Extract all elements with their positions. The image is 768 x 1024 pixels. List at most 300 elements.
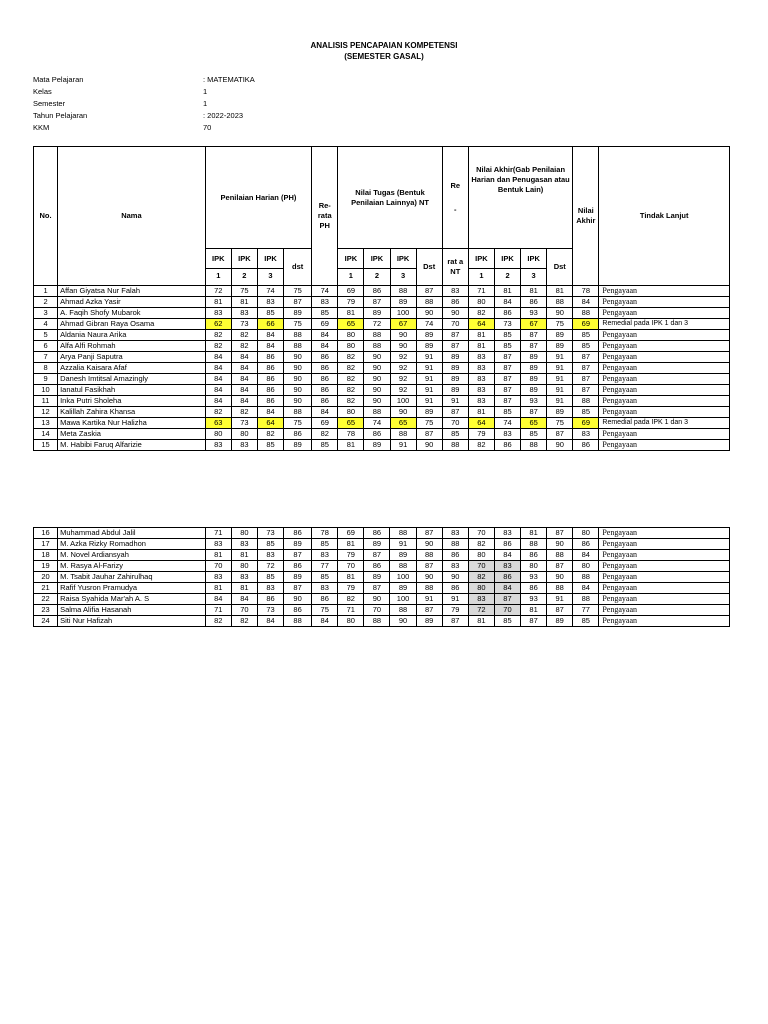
row-score: 89 (364, 440, 390, 451)
row-score: 90 (416, 539, 442, 550)
row-score: 64 (257, 418, 283, 429)
row-score: 81 (468, 616, 494, 627)
row-score: 91 (547, 396, 573, 407)
row-score: 81 (468, 407, 494, 418)
row-score: 78 (573, 286, 599, 297)
row-score: 100 (390, 594, 416, 605)
row-no: 19 (34, 561, 58, 572)
row-score: 88 (364, 341, 390, 352)
row-score: 72 (468, 605, 494, 616)
row-score: 81 (521, 605, 547, 616)
row-score: 83 (468, 385, 494, 396)
header-ph-dst: dst (284, 249, 312, 286)
row-score: 83 (468, 594, 494, 605)
row-score: 86 (284, 561, 312, 572)
row-score: 88 (364, 616, 390, 627)
row-score: 89 (416, 407, 442, 418)
row-score: 85 (312, 308, 338, 319)
row-score: 92 (390, 385, 416, 396)
row-score: 82 (338, 363, 364, 374)
row-score: 69 (338, 286, 364, 297)
row-score: 90 (284, 594, 312, 605)
row-score: 90 (547, 572, 573, 583)
row-nama: Mawa Kartika Nur Halizha (58, 418, 206, 429)
row-tindak-lanjut: Pengayaan (599, 429, 730, 440)
row-nama: Danesh Imtitsal Amazingly (58, 374, 206, 385)
row-score: 89 (416, 341, 442, 352)
header-na-ipk2: IPK 2 (494, 249, 520, 286)
row-score: 89 (442, 385, 468, 396)
row-score: 87 (364, 583, 390, 594)
row-no: 18 (34, 550, 58, 561)
row-tindak-lanjut: Remedial pada IPK 1 dan 3 (599, 418, 730, 429)
row-score: 87 (521, 341, 547, 352)
row-no: 22 (34, 594, 58, 605)
row-score: 90 (284, 374, 312, 385)
header-rerata-nt: rat a NT (442, 249, 468, 286)
row-score: 89 (442, 374, 468, 385)
row-score: 70 (442, 319, 468, 330)
row-score: 69 (312, 319, 338, 330)
row-score: 85 (312, 539, 338, 550)
row-score: 81 (494, 286, 520, 297)
row-score: 83 (494, 561, 520, 572)
row-score: 79 (442, 605, 468, 616)
row-score: 86 (257, 352, 283, 363)
row-nama: M. Habibi Faruq Alfarizie (58, 440, 206, 451)
row-score: 88 (416, 583, 442, 594)
row-score: 90 (390, 616, 416, 627)
row-tindak-lanjut: Pengayaan (599, 286, 730, 297)
row-score: 87 (494, 363, 520, 374)
row-tindak-lanjut: Pengayaan (599, 308, 730, 319)
row-score: 82 (205, 330, 231, 341)
header-nama: Nama (58, 147, 206, 286)
row-score: 83 (257, 550, 283, 561)
row-score: 78 (312, 528, 338, 539)
row-score: 87 (494, 396, 520, 407)
row-score: 71 (205, 528, 231, 539)
meta-semester: Semester 1 (33, 99, 208, 108)
row-score: 74 (494, 418, 520, 429)
row-score: 87 (573, 363, 599, 374)
table-row (34, 572, 730, 583)
row-score: 80 (338, 341, 364, 352)
row-nama: Arya Panji Saputra (58, 352, 206, 363)
row-score: 73 (494, 319, 520, 330)
row-score: 89 (284, 572, 312, 583)
row-score: 88 (284, 407, 312, 418)
row-score: 82 (231, 616, 257, 627)
row-score: 81 (547, 286, 573, 297)
table-row (34, 605, 730, 616)
row-score: 90 (390, 341, 416, 352)
row-score: 87 (442, 341, 468, 352)
row-score: 80 (521, 561, 547, 572)
table-row (34, 583, 730, 594)
row-nama: Rafif Yusron Pramudya (58, 583, 206, 594)
row-score: 67 (390, 319, 416, 330)
row-tindak-lanjut: Pengayaan (599, 528, 730, 539)
row-score: 80 (468, 297, 494, 308)
row-score: 85 (257, 308, 283, 319)
row-score: 86 (521, 583, 547, 594)
row-score: 87 (284, 583, 312, 594)
header-nt-ipk3: IPK 3 (390, 249, 416, 286)
row-no: 13 (34, 418, 58, 429)
row-score: 72 (205, 286, 231, 297)
row-nama: Affan Giyatsa Nur Falah (58, 286, 206, 297)
row-score: 90 (442, 308, 468, 319)
competency-table-continued (33, 527, 730, 627)
row-score: 91 (547, 385, 573, 396)
row-score: 90 (284, 385, 312, 396)
row-score: 84 (231, 352, 257, 363)
row-score: 65 (338, 319, 364, 330)
row-score: 83 (442, 528, 468, 539)
row-score: 69 (312, 418, 338, 429)
row-score: 88 (390, 429, 416, 440)
row-nama: Inka Putri Sholeha (58, 396, 206, 407)
row-tindak-lanjut: Pengayaan (599, 330, 730, 341)
row-score: 83 (442, 561, 468, 572)
table-row (34, 528, 730, 539)
row-score: 89 (364, 308, 390, 319)
row-score: 84 (231, 374, 257, 385)
row-score: 84 (494, 297, 520, 308)
row-score: 82 (338, 374, 364, 385)
row-score: 91 (547, 374, 573, 385)
row-score: 83 (205, 572, 231, 583)
row-score: 79 (338, 550, 364, 561)
row-score: 85 (257, 440, 283, 451)
table-body-part1 (34, 286, 730, 451)
table-row (34, 330, 730, 341)
row-score: 86 (257, 385, 283, 396)
row-score: 89 (364, 572, 390, 583)
row-score: 67 (521, 319, 547, 330)
header-na: Nilai Akhir(Gab Penilaian Harian dan Penugasan atau Bentuk Lain) (468, 147, 572, 249)
table-row (34, 385, 730, 396)
row-nama: Ahmad Gibran Raya Osama (58, 319, 206, 330)
row-score: 71 (205, 605, 231, 616)
table-row (34, 594, 730, 605)
header-nilai-akhir: Nilai Akhir (573, 147, 599, 286)
row-score: 91 (390, 539, 416, 550)
row-score: 86 (284, 528, 312, 539)
row-tindak-lanjut: Pengayaan (599, 539, 730, 550)
row-score: 88 (416, 550, 442, 561)
row-score: 90 (284, 363, 312, 374)
row-score: 83 (442, 286, 468, 297)
title-line-1: ANALISIS PENCAPAIAN KOMPETENSI (310, 41, 458, 50)
row-score: 87 (573, 352, 599, 363)
row-tindak-lanjut: Pengayaan (599, 561, 730, 572)
row-score: 88 (390, 605, 416, 616)
row-score: 79 (338, 583, 364, 594)
row-nama: Ianatul Fasikhah (58, 385, 206, 396)
row-tindak-lanjut: Pengayaan (599, 550, 730, 561)
row-score: 82 (468, 308, 494, 319)
row-score: 75 (547, 418, 573, 429)
row-score: 82 (338, 396, 364, 407)
row-score: 89 (521, 352, 547, 363)
row-score: 87 (547, 528, 573, 539)
row-tindak-lanjut: Pengayaan (599, 440, 730, 451)
row-nama: M. Azka Rizky Romadhon (58, 539, 206, 550)
row-score: 82 (231, 341, 257, 352)
row-score: 66 (257, 319, 283, 330)
row-score: 80 (338, 407, 364, 418)
row-score: 80 (338, 330, 364, 341)
row-score: 84 (205, 352, 231, 363)
row-score: 91 (416, 374, 442, 385)
row-score: 81 (231, 550, 257, 561)
row-no: 6 (34, 341, 58, 352)
row-score: 91 (442, 396, 468, 407)
row-score: 83 (257, 583, 283, 594)
row-score: 90 (364, 396, 390, 407)
row-no: 16 (34, 528, 58, 539)
row-score: 89 (442, 352, 468, 363)
row-score: 70 (205, 561, 231, 572)
row-score: 90 (547, 539, 573, 550)
row-score: 89 (364, 539, 390, 550)
table-row (34, 407, 730, 418)
row-score: 88 (547, 297, 573, 308)
row-score: 70 (468, 528, 494, 539)
row-score: 86 (364, 528, 390, 539)
row-score: 72 (257, 561, 283, 572)
header-ph-ipk1: IPK 1 (205, 249, 231, 286)
row-score: 73 (231, 319, 257, 330)
row-no: 21 (34, 583, 58, 594)
row-score: 100 (390, 308, 416, 319)
row-score: 90 (442, 572, 468, 583)
row-score: 92 (390, 374, 416, 385)
row-score: 84 (205, 374, 231, 385)
row-score: 84 (312, 407, 338, 418)
row-score: 90 (364, 374, 390, 385)
row-score: 89 (284, 539, 312, 550)
row-score: 73 (231, 418, 257, 429)
row-score: 84 (205, 396, 231, 407)
row-nama: Muhammad Abdul Jalil (58, 528, 206, 539)
table-body-part2 (34, 528, 730, 627)
row-score: 82 (205, 407, 231, 418)
row-score: 81 (205, 550, 231, 561)
row-score: 81 (521, 528, 547, 539)
row-score: 82 (205, 616, 231, 627)
row-score: 75 (284, 286, 312, 297)
row-score: 93 (521, 396, 547, 407)
row-score: 89 (547, 341, 573, 352)
row-score: 70 (468, 561, 494, 572)
row-score: 65 (390, 418, 416, 429)
row-score: 86 (494, 308, 520, 319)
row-no: 23 (34, 605, 58, 616)
row-tindak-lanjut: Pengayaan (599, 594, 730, 605)
row-score: 81 (338, 308, 364, 319)
header-tindak-lanjut: Tindak Lanjut (599, 147, 730, 286)
competency-table (33, 146, 730, 451)
row-score: 87 (416, 528, 442, 539)
meta-class: Kelas 1 (33, 87, 208, 96)
row-score: 83 (205, 539, 231, 550)
row-score: 84 (205, 385, 231, 396)
row-score: 64 (468, 418, 494, 429)
row-score: 81 (338, 440, 364, 451)
row-score: 86 (257, 396, 283, 407)
row-score: 91 (547, 363, 573, 374)
row-score: 90 (364, 594, 390, 605)
row-score: 75 (416, 418, 442, 429)
header-no: No. (34, 147, 58, 286)
row-score: 85 (257, 539, 283, 550)
row-score: 82 (205, 341, 231, 352)
row-score: 89 (547, 330, 573, 341)
row-score: 84 (573, 550, 599, 561)
row-score: 88 (521, 440, 547, 451)
row-score: 90 (390, 330, 416, 341)
row-score: 83 (494, 528, 520, 539)
row-score: 84 (231, 363, 257, 374)
row-score: 87 (416, 429, 442, 440)
row-nama: Raisa Syahida Mar'ah A. S (58, 594, 206, 605)
row-score: 88 (364, 407, 390, 418)
row-nama: Azzalia Kaisara Afaf (58, 363, 206, 374)
row-nama: M. Rasya Al-Farizy (58, 561, 206, 572)
row-score: 85 (312, 440, 338, 451)
header-na-ipk1: IPK 1 (468, 249, 494, 286)
row-tindak-lanjut: Pengayaan (599, 572, 730, 583)
header-rerata-ph: Re- rata PH (312, 147, 338, 286)
row-score: 75 (284, 418, 312, 429)
row-score: 74 (416, 319, 442, 330)
row-score: 87 (494, 352, 520, 363)
row-score: 83 (231, 572, 257, 583)
row-score: 80 (231, 561, 257, 572)
row-score: 82 (312, 429, 338, 440)
row-score: 89 (521, 374, 547, 385)
row-tindak-lanjut: Pengayaan (599, 616, 730, 627)
meta-kkm: KKM 70 (33, 123, 212, 132)
row-score: 91 (442, 594, 468, 605)
row-score: 81 (468, 341, 494, 352)
header-nt-dst: Dst (416, 249, 442, 286)
row-score: 82 (257, 429, 283, 440)
row-score: 90 (364, 363, 390, 374)
row-score: 87 (364, 297, 390, 308)
row-score: 89 (547, 616, 573, 627)
row-score: 86 (312, 352, 338, 363)
row-score: 88 (547, 550, 573, 561)
row-score: 69 (573, 319, 599, 330)
meta-info (33, 74, 255, 134)
row-tindak-lanjut: Pengayaan (599, 363, 730, 374)
row-score: 84 (312, 330, 338, 341)
row-score: 73 (257, 605, 283, 616)
row-score: 82 (468, 539, 494, 550)
row-score: 83 (231, 539, 257, 550)
row-score: 93 (521, 594, 547, 605)
row-score: 85 (494, 616, 520, 627)
row-score: 82 (338, 594, 364, 605)
row-no: 15 (34, 440, 58, 451)
row-no: 8 (34, 363, 58, 374)
row-score: 84 (231, 594, 257, 605)
row-no: 5 (34, 330, 58, 341)
table-row (34, 429, 730, 440)
row-score: 90 (284, 352, 312, 363)
row-score: 87 (442, 407, 468, 418)
table-row (34, 297, 730, 308)
table-row (34, 308, 730, 319)
row-score: 80 (231, 429, 257, 440)
row-score: 90 (547, 308, 573, 319)
row-score: 74 (364, 418, 390, 429)
row-tindak-lanjut: Pengayaan (599, 605, 730, 616)
row-score: 63 (205, 418, 231, 429)
table-row (34, 341, 730, 352)
row-score: 81 (205, 297, 231, 308)
row-score: 80 (468, 583, 494, 594)
row-score: 82 (468, 572, 494, 583)
row-score: 85 (312, 572, 338, 583)
row-score: 87 (521, 330, 547, 341)
row-no: 3 (34, 308, 58, 319)
row-score: 81 (468, 330, 494, 341)
row-score: 91 (547, 352, 573, 363)
row-score: 88 (416, 297, 442, 308)
row-no: 14 (34, 429, 58, 440)
header-re-top: Re - (442, 147, 468, 249)
row-score: 90 (364, 385, 390, 396)
row-score: 70 (494, 605, 520, 616)
row-score: 88 (442, 539, 468, 550)
row-tindak-lanjut: Pengayaan (599, 352, 730, 363)
row-tindak-lanjut: Pengayaan (599, 341, 730, 352)
row-score: 83 (468, 352, 494, 363)
row-nama: Siti Nur Hafizah (58, 616, 206, 627)
row-score: 91 (416, 363, 442, 374)
row-score: 70 (338, 561, 364, 572)
row-score: 93 (521, 572, 547, 583)
row-no: 10 (34, 385, 58, 396)
row-score: 100 (390, 572, 416, 583)
row-no: 1 (34, 286, 58, 297)
row-score: 83 (205, 440, 231, 451)
row-score: 91 (547, 594, 573, 605)
header-nt-ipk1: IPK 1 (338, 249, 364, 286)
row-no: 24 (34, 616, 58, 627)
row-score: 89 (284, 308, 312, 319)
meta-subject: Mata Pelajaran : MATEMATIKA (33, 75, 255, 84)
header-nt-ipk2: IPK 2 (364, 249, 390, 286)
row-score: 90 (364, 352, 390, 363)
row-score: 86 (257, 594, 283, 605)
row-score: 69 (573, 418, 599, 429)
row-score: 84 (257, 330, 283, 341)
row-score: 75 (284, 319, 312, 330)
row-score: 100 (390, 396, 416, 407)
row-score: 87 (547, 605, 573, 616)
row-score: 85 (573, 341, 599, 352)
row-nama: A. Faqih Shofy Mubarok (58, 308, 206, 319)
row-score: 83 (468, 396, 494, 407)
row-score: 83 (468, 363, 494, 374)
row-score: 86 (312, 594, 338, 605)
